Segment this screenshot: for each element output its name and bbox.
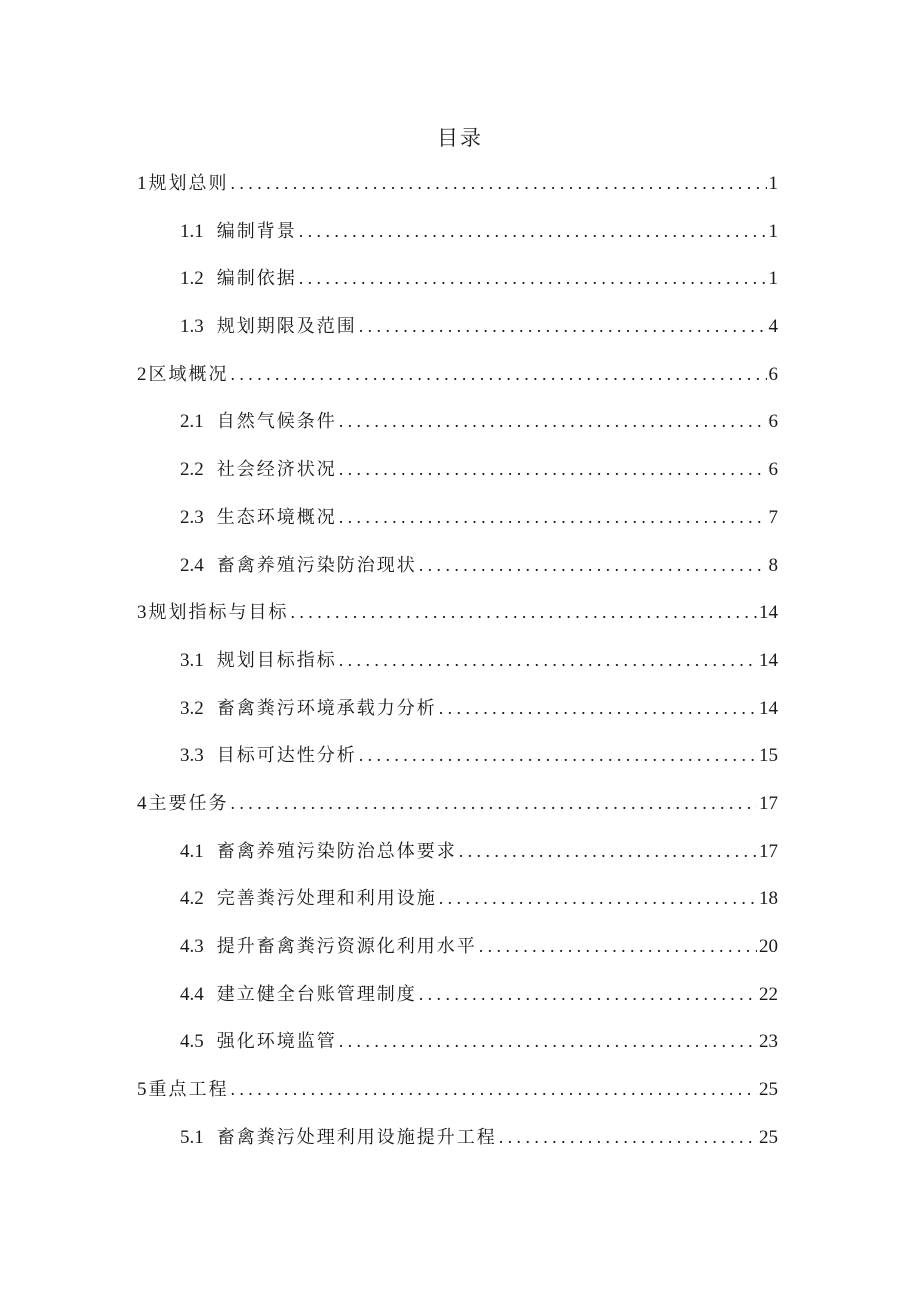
toc-entry-number: 2.2 bbox=[180, 459, 204, 481]
toc-entry-number: 1.1 bbox=[180, 220, 204, 242]
toc-entry[interactable] bbox=[137, 169, 778, 217]
toc-entry-label: 畜禽粪污环境承载力分析 bbox=[216, 697, 437, 719]
dot-leader bbox=[299, 221, 767, 242]
toc-entry-number: 2.4 bbox=[180, 554, 204, 576]
toc-entry[interactable] bbox=[137, 694, 778, 742]
toc-entry-number: 2 bbox=[137, 363, 147, 385]
toc-entry-label: 规划目标指标 bbox=[216, 649, 337, 671]
toc-entry-label: 生态环境概况 bbox=[216, 506, 337, 528]
toc-entry-page-number: 14 bbox=[759, 602, 778, 624]
toc-entry-label: 规划总则 bbox=[148, 173, 229, 194]
toc-entry-number: 5 bbox=[137, 1079, 147, 1101]
toc-entry-label: 社会经济状况 bbox=[216, 459, 337, 481]
toc-entry-number: 2.3 bbox=[180, 506, 204, 528]
toc-entry[interactable] bbox=[137, 217, 778, 265]
toc-entry-number: 4.4 bbox=[180, 983, 204, 1005]
toc-entry-page-number: 1 bbox=[768, 220, 778, 242]
toc-entry-number: 4.1 bbox=[180, 840, 204, 862]
toc-entry[interactable] bbox=[137, 837, 778, 885]
toc-entry-page-number: 20 bbox=[759, 936, 778, 957]
dot-leader bbox=[479, 936, 757, 957]
toc-entry-label: 编制背景 bbox=[216, 220, 297, 242]
toc-entry-label: 目标可达性分析 bbox=[216, 745, 357, 767]
toc-entry-number: 2.1 bbox=[180, 411, 204, 433]
table-of-contents bbox=[137, 169, 778, 1170]
toc-entry-page-number: 7 bbox=[768, 506, 778, 528]
toc-title: 目录 bbox=[437, 126, 483, 150]
toc-entry-number: 4.2 bbox=[180, 888, 204, 910]
toc-entry-label: 提升畜禽粪污资源化利用水平 bbox=[216, 936, 477, 957]
toc-entry-page-number: 1 bbox=[768, 173, 778, 194]
toc-entry[interactable] bbox=[137, 789, 778, 837]
toc-entry-page-number: 15 bbox=[759, 745, 778, 767]
toc-entry-label: 重点工程 bbox=[148, 1079, 229, 1101]
toc-entry[interactable] bbox=[137, 455, 778, 503]
toc-entry-label: 主要任务 bbox=[148, 792, 229, 814]
toc-entry-page-number: 14 bbox=[759, 697, 778, 719]
dot-leader bbox=[339, 411, 767, 432]
dot-leader bbox=[439, 698, 757, 719]
toc-entry-number: 5.1 bbox=[180, 1126, 204, 1148]
toc-entry-label: 规划期限及范围 bbox=[216, 316, 357, 338]
toc-entry[interactable] bbox=[137, 884, 778, 932]
toc-entry[interactable] bbox=[137, 360, 778, 408]
dot-leader bbox=[231, 173, 767, 194]
toc-entry-number: 1 bbox=[137, 173, 147, 194]
toc-entry-page-number: 18 bbox=[759, 888, 778, 910]
toc-entry-label: 畜禽养殖污染防治总体要求 bbox=[216, 840, 457, 862]
toc-entry-label: 自然气候条件 bbox=[216, 411, 337, 433]
dot-leader bbox=[459, 841, 757, 862]
toc-entry-page-number: 23 bbox=[759, 1031, 778, 1053]
dot-leader bbox=[419, 984, 757, 1005]
toc-entry-page-number: 17 bbox=[759, 840, 778, 862]
toc-entry-page-number: 25 bbox=[759, 1079, 778, 1101]
dot-leader bbox=[499, 1127, 757, 1148]
toc-entry[interactable] bbox=[137, 598, 778, 646]
toc-entry-label: 建立健全台账管理制度 bbox=[216, 983, 417, 1005]
toc-entry-label: 畜禽粪污处理利用设施提升工程 bbox=[216, 1126, 497, 1148]
toc-entry-number: 3.2 bbox=[180, 697, 204, 719]
toc-entry-page-number: 6 bbox=[768, 459, 778, 481]
toc-entry-page-number: 6 bbox=[768, 363, 778, 385]
toc-entry[interactable] bbox=[137, 407, 778, 455]
toc-entry-number: 1.3 bbox=[180, 316, 204, 338]
toc-entry-number: 3 bbox=[137, 602, 147, 624]
toc-entry-page-number: 4 bbox=[768, 316, 778, 338]
dot-leader bbox=[231, 1079, 758, 1100]
toc-entry-page-number: 22 bbox=[759, 983, 778, 1005]
dot-leader bbox=[231, 793, 758, 814]
toc-entry[interactable] bbox=[137, 312, 778, 360]
toc-entry[interactable] bbox=[137, 1027, 778, 1075]
toc-entry[interactable] bbox=[137, 741, 778, 789]
toc-entry[interactable] bbox=[137, 551, 778, 599]
dot-leader bbox=[339, 507, 767, 528]
toc-entry-label: 畜禽养殖污染防治现状 bbox=[216, 554, 417, 576]
dot-leader bbox=[299, 268, 767, 289]
dot-leader bbox=[359, 745, 757, 766]
toc-entry-number: 4.3 bbox=[180, 936, 204, 957]
toc-entry[interactable] bbox=[137, 264, 778, 312]
dot-leader bbox=[291, 602, 758, 623]
toc-entry-label: 区域概况 bbox=[148, 363, 229, 385]
toc-entry-page-number: 17 bbox=[759, 792, 778, 814]
dot-leader bbox=[439, 888, 757, 909]
toc-entry-page-number: 25 bbox=[759, 1126, 778, 1148]
toc-entry-label: 规划指标与目标 bbox=[148, 602, 289, 624]
dot-leader bbox=[231, 364, 767, 385]
toc-entry[interactable] bbox=[137, 932, 778, 980]
toc-entry-page-number: 6 bbox=[768, 411, 778, 433]
toc-entry-number: 4.5 bbox=[180, 1031, 204, 1053]
toc-entry-number: 1.2 bbox=[180, 268, 204, 290]
toc-entry-label: 编制依据 bbox=[216, 268, 297, 290]
dot-leader bbox=[359, 316, 767, 337]
toc-entry-number: 3.1 bbox=[180, 649, 204, 671]
toc-entry[interactable] bbox=[137, 646, 778, 694]
toc-entry-page-number: 14 bbox=[759, 649, 778, 671]
toc-entry-number: 3.3 bbox=[180, 745, 204, 767]
toc-entry-label: 完善粪污处理和利用设施 bbox=[216, 888, 437, 910]
toc-entry[interactable] bbox=[137, 1123, 778, 1171]
dot-leader bbox=[339, 650, 757, 671]
toc-entry[interactable] bbox=[137, 980, 778, 1028]
dot-leader bbox=[339, 459, 767, 480]
toc-entry[interactable] bbox=[137, 1075, 778, 1123]
toc-entry-page-number: 8 bbox=[768, 554, 778, 576]
toc-entry[interactable] bbox=[137, 503, 778, 551]
toc-entry-label: 强化环境监管 bbox=[216, 1031, 337, 1053]
toc-entry-page-number: 1 bbox=[768, 268, 778, 290]
dot-leader bbox=[339, 1031, 757, 1052]
dot-leader bbox=[419, 555, 767, 576]
toc-entry-number: 4 bbox=[137, 792, 147, 814]
